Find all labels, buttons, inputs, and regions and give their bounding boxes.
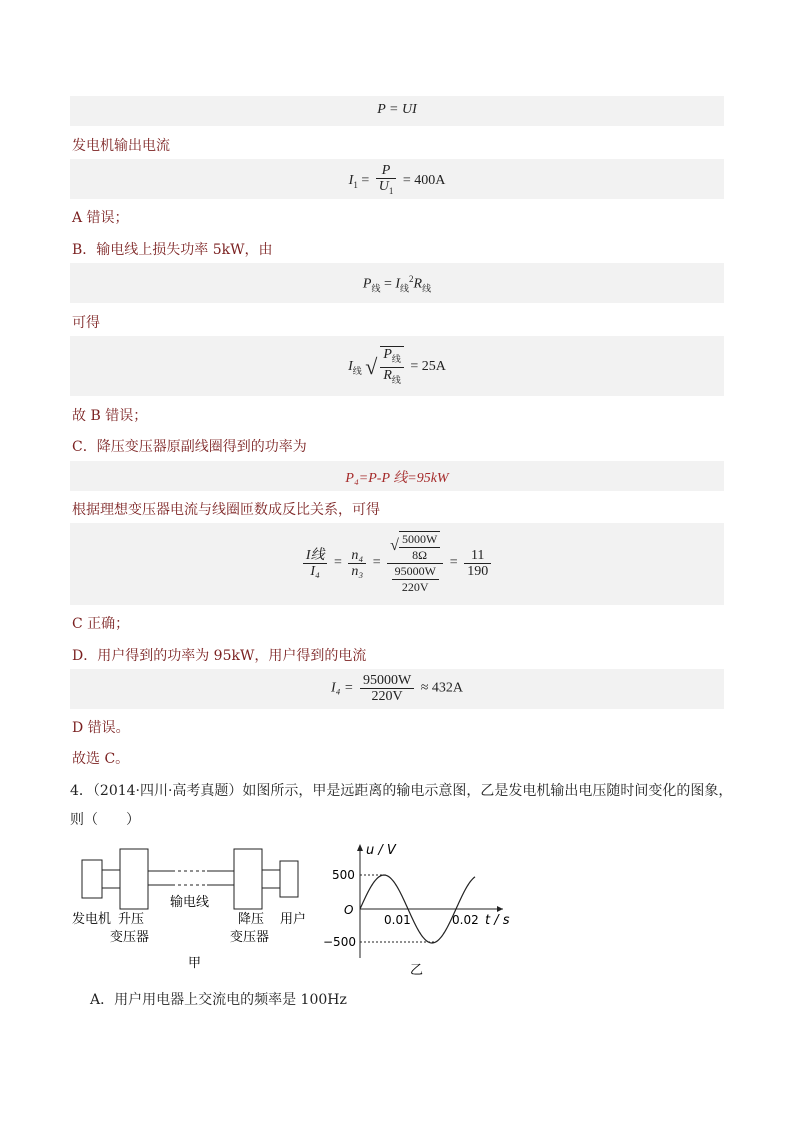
formula-band-7 (70, 669, 724, 709)
generator-box (82, 860, 102, 898)
formula-band-1 (70, 96, 724, 126)
text-c-correct: C 正确； (72, 616, 130, 632)
text-option-c: C．降压变压器原副线圈得到的功率为 (72, 439, 307, 455)
formula-band-3 (70, 263, 724, 303)
label-generator: 发电机 (72, 912, 112, 927)
question-4-stem: 4．（2014·四川·高考真题）如图所示，甲是远距离的输电示意图，乙是发电机输出电压随时间变化的图象， (70, 783, 733, 799)
label-transmission-line: 输电线 (170, 895, 210, 910)
user-connector (262, 870, 280, 888)
step-up-transformer-box (120, 849, 148, 909)
text-option-b: B．输电线上损失功率 5kW，由 (72, 242, 273, 258)
option-a: A．用户用电器上交流电的频率是 100Hz (90, 992, 347, 1008)
label-step-down-2: 变压器 (230, 930, 270, 945)
x-axis-label: t / s (485, 913, 510, 928)
label-step-down-1: 降压 (238, 912, 265, 927)
formula-band-4 (70, 336, 724, 396)
caption-jia: 甲 (188, 956, 202, 971)
text-a-wrong: A 错误； (72, 210, 129, 226)
tick-neg500: −500 (323, 935, 356, 949)
step-down-transformer-box (234, 849, 262, 909)
text-choose: 故选 C。 (72, 751, 130, 767)
y-axis-arrow (357, 844, 363, 851)
x-axis-arrow (497, 906, 503, 912)
sqrt-fraction: $\frac{P_线}{R_线}$ (380, 346, 404, 388)
figure-transmission-diagram (72, 843, 322, 973)
label-step-up-2: 变压器 (110, 930, 150, 945)
text-obtain: 可得 (72, 315, 100, 331)
formula-p-loss: $P_线 = I_线^2R_线$ (362, 274, 432, 294)
compound-fraction: √ $\frac{5000W}{8\Omega}$ $\frac{95000W}{220V}$ (387, 531, 443, 595)
formula-power: P = UI (377, 102, 417, 117)
text-generator-current: 发电机输出电流 (72, 138, 170, 154)
text-b-wrong: 故 B 错误； (72, 408, 148, 424)
formula-band-5 (70, 461, 724, 491)
tick-500: 500 (332, 868, 355, 882)
label-step-up-1: 升压 (118, 912, 145, 927)
text-option-d: D．用户得到的功率为 95kW，用户得到的电流 (72, 648, 367, 664)
text-ratio: 根据理想变压器电流与线圈匝数成反比关系，可得 (72, 502, 380, 518)
fraction: $\frac{P}{U_1}$ (376, 163, 397, 199)
generator-shaft (102, 870, 120, 888)
formula-i4: I₄ = $\frac{95000W}{220V}$ ≈ 432A (331, 673, 463, 704)
label-user: 用户 (280, 912, 307, 927)
tick-001: 0.01 (384, 913, 411, 927)
origin-label: O (344, 903, 354, 917)
formula-current-ratio: $\frac{\text{I线}}{\text{I₄}}$ = $\frac{\text{n₄}}{\text{n₃}}$ = √ $\frac{5000W}{8\Omega}$ $\frac{95000W}{220V}$ = $\frac{11}{190}$ (70, 531, 724, 595)
y-axis-label: u / V (366, 843, 396, 858)
text-d-wrong: D 错误。 (72, 720, 130, 736)
formula-p4: P₄=P-P 线=95kW (345, 471, 449, 486)
formula-band-6 (70, 523, 724, 605)
formula-i1: $I_1$ = $\frac{P}{U_1}$ = 400A (70, 163, 724, 199)
question-4-stem-2: 则（ ） (70, 812, 140, 828)
formula-i-line: $I_线$ √ $\frac{P_线}{R_线}$ = 25A (70, 346, 724, 388)
caption-yi: 乙 (410, 963, 424, 978)
figure-voltage-graph (318, 838, 518, 978)
user-box (280, 861, 298, 897)
tick-002: 0.02 (452, 913, 479, 927)
formula-band-2 (70, 159, 724, 199)
